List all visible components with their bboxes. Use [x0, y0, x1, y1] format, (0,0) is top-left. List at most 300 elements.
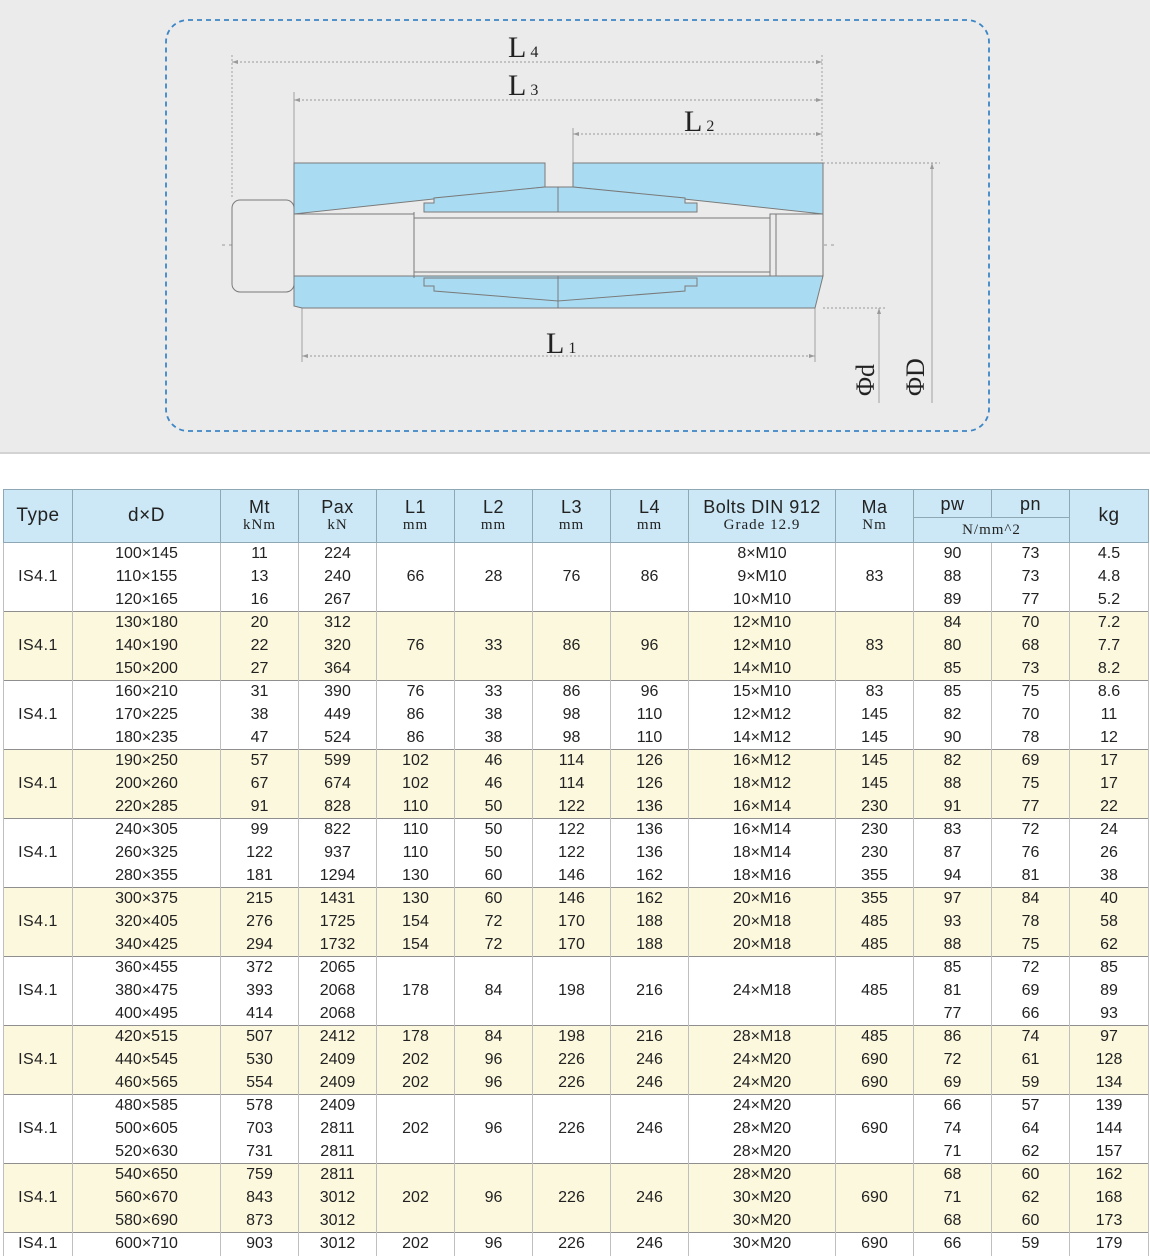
header-bolts: Bolts DIN 912 Grade 12.9	[689, 490, 836, 543]
table-row	[4, 727, 1149, 750]
cell-kg: 4.8	[1070, 566, 1149, 589]
cell-l4: 126	[611, 750, 689, 773]
table-row	[4, 1095, 1149, 1118]
cell-pw: 71	[914, 1141, 992, 1164]
cell-pax: 2409	[299, 1049, 377, 1072]
cell-pax: 1732	[299, 934, 377, 957]
cell-l3: 226	[533, 1233, 611, 1256]
cell-ma: 690	[836, 1164, 914, 1233]
table-row	[4, 612, 1149, 635]
table-row	[4, 1026, 1149, 1049]
cell-dxD: 120×165	[73, 589, 221, 612]
cell-pn: 60	[992, 1164, 1070, 1187]
cell-pax: 1725	[299, 911, 377, 934]
cell-pax: 3012	[299, 1187, 377, 1210]
cell-dxD: 220×285	[73, 796, 221, 819]
cell-l3: 86	[533, 612, 611, 681]
table-row	[4, 888, 1149, 911]
cell-l1: 110	[377, 842, 455, 865]
cell-dxD: 150×200	[73, 658, 221, 681]
cell-pn: 72	[992, 957, 1070, 980]
cell-l1: 202	[377, 1072, 455, 1095]
cell-pax: 312	[299, 612, 377, 635]
cell-l4: 246	[611, 1233, 689, 1256]
cell-bolts: 24×M20	[689, 1095, 836, 1118]
cell-pax: 674	[299, 773, 377, 796]
cell-l4: 96	[611, 681, 689, 704]
cell-kg: 97	[1070, 1026, 1149, 1049]
cell-mt: 27	[221, 658, 299, 681]
cell-ma: 145	[836, 727, 914, 750]
cell-kg: 62	[1070, 934, 1149, 957]
cell-pn: 60	[992, 1210, 1070, 1233]
cell-l4: 246	[611, 1164, 689, 1233]
cell-dxD: 560×670	[73, 1187, 221, 1210]
cell-type: IS4.1	[4, 543, 73, 612]
cell-pn: 77	[992, 589, 1070, 612]
cell-kg: 162	[1070, 1164, 1149, 1187]
table-row	[4, 1164, 1149, 1187]
cell-mt: 530	[221, 1049, 299, 1072]
cell-dxD: 440×545	[73, 1049, 221, 1072]
cell-pax: 599	[299, 750, 377, 773]
cell-kg: 26	[1070, 842, 1149, 865]
cell-pw: 88	[914, 934, 992, 957]
cell-ma: 355	[836, 888, 914, 911]
cell-l2: 96	[455, 1049, 533, 1072]
cell-kg: 4.5	[1070, 543, 1149, 566]
cell-l3: 226	[533, 1164, 611, 1233]
cell-mt: 554	[221, 1072, 299, 1095]
cell-pw: 89	[914, 589, 992, 612]
table-row	[4, 1049, 1149, 1072]
cell-bolts: 28×M20	[689, 1141, 836, 1164]
table-row	[4, 543, 1149, 566]
cell-l2: 38	[455, 704, 533, 727]
cell-dxD: 180×235	[73, 727, 221, 750]
cell-dxD: 170×225	[73, 704, 221, 727]
cell-ma: 230	[836, 842, 914, 865]
cell-l4: 136	[611, 796, 689, 819]
cell-l4: 126	[611, 773, 689, 796]
cell-kg: 7.7	[1070, 635, 1149, 658]
cell-pn: 68	[992, 635, 1070, 658]
cell-dxD: 460×565	[73, 1072, 221, 1095]
cell-kg: 22	[1070, 796, 1149, 819]
cell-ma: 230	[836, 819, 914, 842]
cell-pw: 69	[914, 1072, 992, 1095]
cell-bolts: 30×M20	[689, 1187, 836, 1210]
cell-pax: 3012	[299, 1210, 377, 1233]
cell-pn: 69	[992, 750, 1070, 773]
cell-type: IS4.1	[4, 1164, 73, 1233]
cell-bolts: 30×M20	[689, 1233, 836, 1256]
cell-ma: 690	[836, 1233, 914, 1256]
cell-bolts: 28×M20	[689, 1164, 836, 1187]
cell-bolts: 28×M18	[689, 1026, 836, 1049]
cell-l4: 188	[611, 911, 689, 934]
cell-pax: 224	[299, 543, 377, 566]
table-row	[4, 911, 1149, 934]
cell-mt: 13	[221, 566, 299, 589]
cell-dxD: 600×710	[73, 1233, 221, 1256]
cell-mt: 181	[221, 865, 299, 888]
cell-l3: 122	[533, 842, 611, 865]
cell-l2: 50	[455, 842, 533, 865]
cell-mt: 122	[221, 842, 299, 865]
cell-dxD: 380×475	[73, 980, 221, 1003]
cell-pn: 76	[992, 842, 1070, 865]
cell-pn: 75	[992, 773, 1070, 796]
cell-pax: 1294	[299, 865, 377, 888]
cell-dxD: 300×375	[73, 888, 221, 911]
cell-l3: 86	[533, 681, 611, 704]
cell-ma: 83	[836, 612, 914, 681]
cell-pax: 937	[299, 842, 377, 865]
cell-dxD: 140×190	[73, 635, 221, 658]
cell-l1: 86	[377, 704, 455, 727]
cell-l2: 96	[455, 1233, 533, 1256]
cell-l3: 98	[533, 704, 611, 727]
cell-pw: 88	[914, 773, 992, 796]
cell-type: IS4.1	[4, 612, 73, 681]
cell-l2: 84	[455, 1026, 533, 1049]
cell-kg: 7.2	[1070, 612, 1149, 635]
cell-l4: 216	[611, 1026, 689, 1049]
cell-dxD: 320×405	[73, 911, 221, 934]
cell-pax: 2811	[299, 1141, 377, 1164]
cell-pw: 83	[914, 819, 992, 842]
cell-l2: 60	[455, 865, 533, 888]
cell-pn: 66	[992, 1003, 1070, 1026]
header-kg: kg	[1070, 490, 1149, 543]
cell-mt: 703	[221, 1118, 299, 1141]
cell-pax: 2068	[299, 980, 377, 1003]
cell-mt: 843	[221, 1187, 299, 1210]
cell-l3: 170	[533, 911, 611, 934]
table-row	[4, 750, 1149, 773]
header-pn: pn	[992, 490, 1070, 518]
cell-pn: 62	[992, 1187, 1070, 1210]
cell-bolts: 24×M20	[689, 1049, 836, 1072]
cell-kg: 139	[1070, 1095, 1149, 1118]
cell-pn: 77	[992, 796, 1070, 819]
cell-pw: 74	[914, 1118, 992, 1141]
cell-pn: 73	[992, 566, 1070, 589]
cell-pw: 72	[914, 1049, 992, 1072]
table-row	[4, 681, 1149, 704]
cell-l3: 98	[533, 727, 611, 750]
cell-dxD: 130×180	[73, 612, 221, 635]
cell-l1: 86	[377, 727, 455, 750]
cell-pw: 85	[914, 681, 992, 704]
cell-pn: 78	[992, 727, 1070, 750]
cell-pw: 86	[914, 1026, 992, 1049]
cell-pn: 69	[992, 980, 1070, 1003]
cell-ma: 690	[836, 1049, 914, 1072]
cell-mt: 20	[221, 612, 299, 635]
cell-l4: 136	[611, 819, 689, 842]
cell-l1: 154	[377, 911, 455, 934]
cell-pn: 84	[992, 888, 1070, 911]
cell-l2: 72	[455, 911, 533, 934]
cell-l4: 110	[611, 704, 689, 727]
cell-pw: 66	[914, 1095, 992, 1118]
cell-kg: 40	[1070, 888, 1149, 911]
cell-l4: 188	[611, 934, 689, 957]
cell-l3: 226	[533, 1049, 611, 1072]
cell-type: IS4.1	[4, 957, 73, 1026]
cell-type: IS4.1	[4, 681, 73, 750]
cell-pw: 91	[914, 796, 992, 819]
table-row	[4, 773, 1149, 796]
cell-dxD: 540×650	[73, 1164, 221, 1187]
cell-mt: 57	[221, 750, 299, 773]
cell-kg: 134	[1070, 1072, 1149, 1095]
cell-l1: 202	[377, 1095, 455, 1164]
cell-dxD: 520×630	[73, 1141, 221, 1164]
cell-pw: 85	[914, 957, 992, 980]
cell-bolts: 16×M12	[689, 750, 836, 773]
cell-mt: 38	[221, 704, 299, 727]
cell-l2: 28	[455, 543, 533, 612]
cell-l1: 202	[377, 1049, 455, 1072]
cell-pn: 64	[992, 1118, 1070, 1141]
cell-pn: 57	[992, 1095, 1070, 1118]
cell-pw: 82	[914, 750, 992, 773]
header-type: Type	[4, 490, 73, 543]
cell-mt: 414	[221, 1003, 299, 1026]
cell-dxD: 190×250	[73, 750, 221, 773]
table-row	[4, 1072, 1149, 1095]
cell-pax: 2412	[299, 1026, 377, 1049]
table-row	[4, 865, 1149, 888]
cell-ma: 690	[836, 1095, 914, 1164]
cell-l3: 170	[533, 934, 611, 957]
cell-ma: 485	[836, 934, 914, 957]
cell-l3: 198	[533, 1026, 611, 1049]
cell-kg: 17	[1070, 773, 1149, 796]
cell-bolts: 18×M12	[689, 773, 836, 796]
cell-pw: 77	[914, 1003, 992, 1026]
cell-bolts: 24×M20	[689, 1072, 836, 1095]
cell-pw: 68	[914, 1164, 992, 1187]
cell-kg: 89	[1070, 980, 1149, 1003]
cell-bolts: 12×M12	[689, 704, 836, 727]
label-phi-d: Φd	[851, 363, 880, 396]
cell-l1: 178	[377, 957, 455, 1026]
header-pax: Pax kN	[299, 490, 377, 543]
cell-l2: 72	[455, 934, 533, 957]
cell-l2: 60	[455, 888, 533, 911]
cell-mt: 99	[221, 819, 299, 842]
cell-bolts: 18×M16	[689, 865, 836, 888]
cell-dxD: 360×455	[73, 957, 221, 980]
cell-kg: 24	[1070, 819, 1149, 842]
cell-bolts: 16×M14	[689, 796, 836, 819]
cell-kg: 8.2	[1070, 658, 1149, 681]
cell-bolts: 12×M10	[689, 612, 836, 635]
cell-ma: 83	[836, 543, 914, 612]
cell-pw: 90	[914, 543, 992, 566]
table-row	[4, 819, 1149, 842]
cell-pw: 93	[914, 911, 992, 934]
cell-ma: 485	[836, 957, 914, 1026]
cell-l2: 96	[455, 1164, 533, 1233]
cell-kg: 58	[1070, 911, 1149, 934]
cell-l2: 33	[455, 612, 533, 681]
cell-mt: 578	[221, 1095, 299, 1118]
cell-l3: 198	[533, 957, 611, 1026]
cell-l1: 130	[377, 888, 455, 911]
cell-pn: 74	[992, 1026, 1070, 1049]
cell-pax: 267	[299, 589, 377, 612]
cell-bolts: 20×M18	[689, 911, 836, 934]
cell-l2: 46	[455, 773, 533, 796]
cell-mt: 507	[221, 1026, 299, 1049]
cell-l1: 178	[377, 1026, 455, 1049]
cell-pn: 73	[992, 543, 1070, 566]
shrink-disc-drawing	[0, 0, 1150, 452]
header-pressure-unit: N/mm^2	[914, 518, 1070, 543]
cell-ma: 230	[836, 796, 914, 819]
cell-pn: 73	[992, 658, 1070, 681]
cell-kg: 168	[1070, 1187, 1149, 1210]
cell-l1: 66	[377, 543, 455, 612]
cell-pax: 320	[299, 635, 377, 658]
technical-drawing-panel	[0, 0, 1150, 454]
cell-l1: 202	[377, 1164, 455, 1233]
cell-l3: 146	[533, 888, 611, 911]
header-pw: pw	[914, 490, 992, 518]
label-l1: L 1	[546, 327, 577, 360]
table-row	[4, 1233, 1149, 1256]
cell-bolts: 9×M10	[689, 566, 836, 589]
cell-pax: 2409	[299, 1072, 377, 1095]
cell-dxD: 580×690	[73, 1210, 221, 1233]
cell-ma: 485	[836, 1026, 914, 1049]
table-row	[4, 704, 1149, 727]
cell-l3: 226	[533, 1095, 611, 1164]
cell-kg: 173	[1070, 1210, 1149, 1233]
cell-bolts: 14×M12	[689, 727, 836, 750]
cell-l1: 102	[377, 773, 455, 796]
cell-l1: 76	[377, 612, 455, 681]
cell-l3: 122	[533, 796, 611, 819]
cell-l4: 246	[611, 1049, 689, 1072]
header-l4: L4 mm	[611, 490, 689, 543]
cell-l2: 84	[455, 957, 533, 1026]
cell-pn: 75	[992, 681, 1070, 704]
cell-bolts: 18×M14	[689, 842, 836, 865]
cell-l1: 110	[377, 819, 455, 842]
cell-bolts: 20×M18	[689, 934, 836, 957]
cell-dxD: 400×495	[73, 1003, 221, 1026]
cell-dxD: 110×155	[73, 566, 221, 589]
cell-kg: 128	[1070, 1049, 1149, 1072]
cell-pax: 2068	[299, 1003, 377, 1026]
label-l2: L 2	[684, 105, 715, 138]
cell-pw: 82	[914, 704, 992, 727]
cell-pn: 70	[992, 612, 1070, 635]
cell-pax: 2409	[299, 1095, 377, 1118]
cell-l4: 86	[611, 543, 689, 612]
cell-pw: 71	[914, 1187, 992, 1210]
cell-mt: 91	[221, 796, 299, 819]
cell-mt: 294	[221, 934, 299, 957]
cell-bolts: 16×M14	[689, 819, 836, 842]
header-l1: L1 mm	[377, 490, 455, 543]
cell-ma: 145	[836, 773, 914, 796]
cell-pax: 240	[299, 566, 377, 589]
cell-l2: 38	[455, 727, 533, 750]
cell-mt: 47	[221, 727, 299, 750]
cell-kg: 179	[1070, 1233, 1149, 1256]
cell-l1: 102	[377, 750, 455, 773]
header-dxD: d×D	[73, 490, 221, 543]
cell-pn: 72	[992, 819, 1070, 842]
cell-ma: 355	[836, 865, 914, 888]
cell-pw: 84	[914, 612, 992, 635]
cell-l3: 146	[533, 865, 611, 888]
cell-l3: 122	[533, 819, 611, 842]
cell-l4: 162	[611, 865, 689, 888]
cell-dxD: 100×145	[73, 543, 221, 566]
cell-dxD: 340×425	[73, 934, 221, 957]
table-row	[4, 796, 1149, 819]
cell-pax: 390	[299, 681, 377, 704]
cell-pn: 59	[992, 1072, 1070, 1095]
cell-kg: 157	[1070, 1141, 1149, 1164]
cell-bolts: 24×M18	[689, 957, 836, 1026]
cell-mt: 11	[221, 543, 299, 566]
cell-l3: 114	[533, 750, 611, 773]
cell-type: IS4.1	[4, 819, 73, 888]
cell-kg: 93	[1070, 1003, 1149, 1026]
cell-type: IS4.1	[4, 1026, 73, 1095]
cell-mt: 372	[221, 957, 299, 980]
header-l2: L2 mm	[455, 490, 533, 543]
cell-mt: 31	[221, 681, 299, 704]
cell-bolts: 10×M10	[689, 589, 836, 612]
cell-pn: 78	[992, 911, 1070, 934]
cell-l4: 110	[611, 727, 689, 750]
cell-pw: 85	[914, 658, 992, 681]
cell-mt: 759	[221, 1164, 299, 1187]
cell-pn: 61	[992, 1049, 1070, 1072]
cell-pw: 66	[914, 1233, 992, 1256]
cell-l2: 50	[455, 819, 533, 842]
cell-l3: 226	[533, 1072, 611, 1095]
cell-l4: 162	[611, 888, 689, 911]
cell-bolts: 15×M10	[689, 681, 836, 704]
cell-pw: 87	[914, 842, 992, 865]
label-l3: L 3	[508, 69, 539, 102]
cell-pn: 59	[992, 1233, 1070, 1256]
cell-type: IS4.1	[4, 888, 73, 957]
cell-pw: 81	[914, 980, 992, 1003]
cell-mt: 215	[221, 888, 299, 911]
cell-bolts: 20×M16	[689, 888, 836, 911]
cell-bolts: 14×M10	[689, 658, 836, 681]
cell-kg: 38	[1070, 865, 1149, 888]
cell-bolts: 30×M20	[689, 1210, 836, 1233]
cell-mt: 873	[221, 1210, 299, 1233]
cell-pn: 81	[992, 865, 1070, 888]
cell-dxD: 160×210	[73, 681, 221, 704]
cell-kg: 8.6	[1070, 681, 1149, 704]
label-phi-D: ΦD	[901, 358, 930, 396]
